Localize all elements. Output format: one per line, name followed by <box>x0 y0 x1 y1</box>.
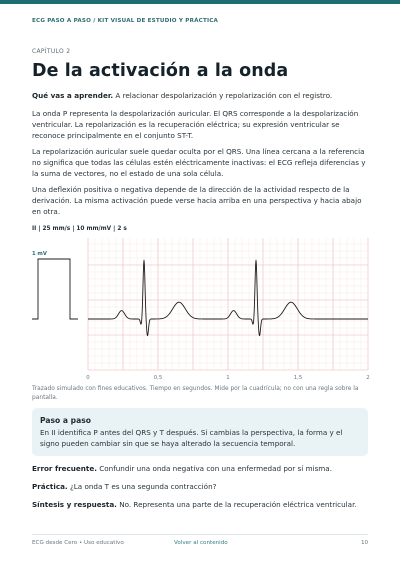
body-paragraph-3: Una deflexión positiva o negativa depende de la dirección de la actividad respecto de la derivación. La misma activación puede verse hacia arriba en una perspectiva y hacia abajo en otra. <box>32 185 362 216</box>
note-practice <box>32 481 372 492</box>
ecg-caption: Trazado simulado con fines educativos. Tiempo en segundos. Mide por la cuadrícula; no con una regla sobre la pantalla. <box>32 386 359 401</box>
callout-text: En II identifica P antes del QRS y T después. Si cambias la perspectiva, la forma y el signo pueden cambiar sin que se haya alterado la secuencia temporal. <box>40 428 343 448</box>
chapter-label: CAPÍTULO 2 <box>32 48 71 55</box>
calibration-label: 1 mV <box>32 251 47 257</box>
x-tick-2: 1 <box>226 375 230 381</box>
step-by-step-callout <box>32 408 368 456</box>
x-axis-ticks <box>86 375 369 381</box>
intro-lead-text: A relacionar despolarización y repolarización con el registro. <box>113 91 333 100</box>
x-tick-4: 2 <box>366 375 370 381</box>
footer-left: ECG desde Cero • Uso educativo <box>32 540 124 546</box>
note-common-error <box>32 463 372 474</box>
intro-lead-label: Qué vas a aprender. <box>32 91 114 100</box>
ecg-grid <box>88 238 368 370</box>
callout-title: Paso a paso <box>40 416 91 425</box>
note-label: Error frecuente. <box>32 464 97 473</box>
footer-divider <box>32 534 368 535</box>
note-text: Confundir una onda negativa con una enfermedad por sí misma. <box>96 464 332 473</box>
ecg-lead-header: II | 25 mm/s | 10 mm/mV | 2 s <box>32 226 127 232</box>
note-synthesis <box>32 499 372 510</box>
x-tick-1: 0,5 <box>153 375 163 381</box>
x-tick-3: 1,5 <box>293 375 303 381</box>
note-text: ¿La onda T es una segunda contracción? <box>67 482 217 491</box>
ecg-strip <box>30 238 375 384</box>
x-tick-0: 0 <box>86 375 90 381</box>
body-paragraph-2: La repolarización auricular suele quedar oculta por el QRS. Una línea cercana a la referencia no significa que todas las células estén eléctricamente inactivas: el ECG refleja diferencias y la suma de vectores, no el estado de una sola célula. <box>32 147 366 178</box>
page-title: De la activación a la onda <box>32 61 289 81</box>
running-head: ECG PASO A PASO / KIT VISUAL DE ESTUDIO Y PRÁCTICA <box>32 18 219 24</box>
back-to-contents-link[interactable]: Volver al contenido <box>174 540 228 546</box>
body-paragraph-1: La onda P representa la despolarización auricular. El QRS corresponde a la despolarización ventricular. La repolarización es la recuperación eléctrica; su expresión ventricular se reconoce principalmente en el conjunto ST-T. <box>32 109 359 140</box>
intro-paragraph <box>32 90 372 101</box>
top-accent-bar <box>0 0 400 4</box>
note-text: No. Representa una parte de la recuperación eléctrica ventricular. <box>116 500 357 509</box>
note-label: Práctica. <box>32 482 68 491</box>
page-number: 10 <box>361 540 369 546</box>
note-label: Síntesis y respuesta. <box>32 500 117 509</box>
calibration-pulse <box>32 259 78 319</box>
